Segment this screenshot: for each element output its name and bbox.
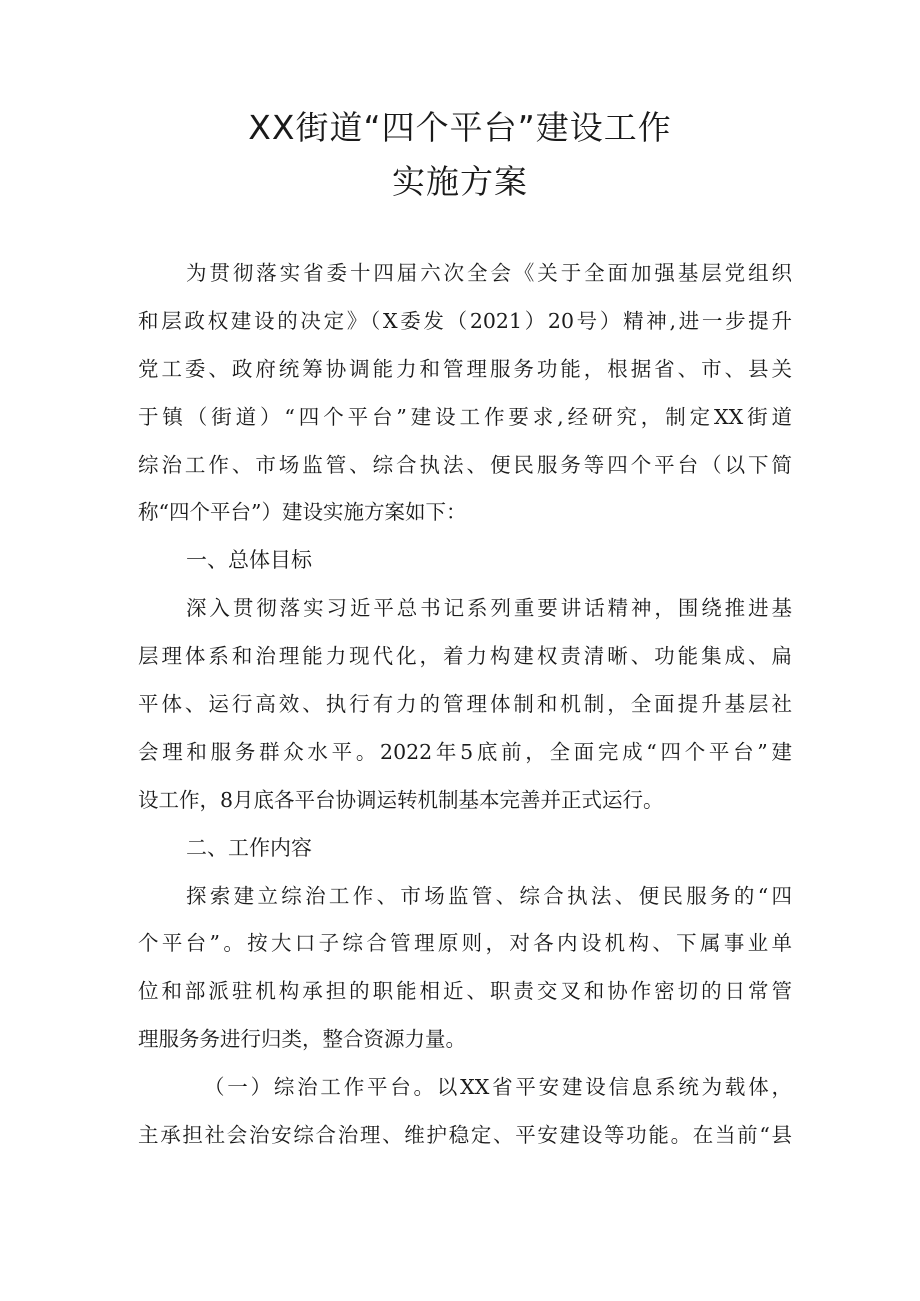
paragraph-line: 于镇（街道）“四个平台”建设工作要求,经研究，制定XX街道 (138, 404, 792, 429)
paragraph-line: 设工作，8月底各平台协调运转机制基本完善并正式运行。 (138, 787, 664, 812)
paragraph-line: 层理体系和治理能力现代化，着力构建权责清晰、功能集成、扁 (138, 644, 792, 669)
paragraph-line: 党工委、政府统筹协调能力和管理服务功能，根据省、市、县关 (138, 356, 792, 381)
paragraph-line: 综治工作、市场监管、综合执法、便民服务等四个平台（以下简 (138, 452, 792, 477)
document-body (138, 250, 792, 1160)
paragraph-line: 探索建立综治工作、市场监管、综合执法、便民服务的“四 (186, 883, 792, 908)
paragraph-line: 和层政权建设的决定》（X委发（2021）20号）精神,进一步提升 (138, 308, 792, 333)
document-title-line-1: XX街道“四个平台”建设工作 (248, 108, 672, 147)
document-title-line-2: 实施方案 (392, 162, 528, 201)
section-heading-overall-goal: 一、总体目标 (186, 548, 312, 573)
paragraph-line: 理服务务进行归类，整合资源力量。 (138, 1027, 466, 1052)
paragraph-line: 称“四个平台”）建设实施方案如下： (138, 500, 467, 525)
paragraph-line: 平体、运行高效、执行有力的管理体制和机制，全面提升基层社 (138, 692, 792, 717)
section-heading-work-content: 二、工作内容 (186, 835, 312, 860)
paragraph-line: （一）综治工作平台。以XX省平安建设信息系统为载体， (204, 1075, 792, 1100)
paragraph-line: 深入贯彻落实习近平总书记系列重要讲话精神，围绕推进基 (186, 596, 792, 621)
paragraph-line: 会理和服务群众水平。2022年5底前，全面完成“四个平台”建 (138, 739, 792, 764)
paragraph-line: 为贯彻落实省委十四届六次全会《关于全面加强基层党组织 (186, 261, 792, 285)
paragraph-line: 个平台”。按大口子综合管理原则，对各内设机构、下属事业单 (138, 931, 792, 956)
paragraph-line: 主承担社会治安综合治理、维护稳定、平安建设等功能。在当前“县 (138, 1123, 792, 1148)
paragraph-line: 位和部派驻机构承担的职能相近、职责交叉和协作密切的日常管 (138, 979, 792, 1004)
